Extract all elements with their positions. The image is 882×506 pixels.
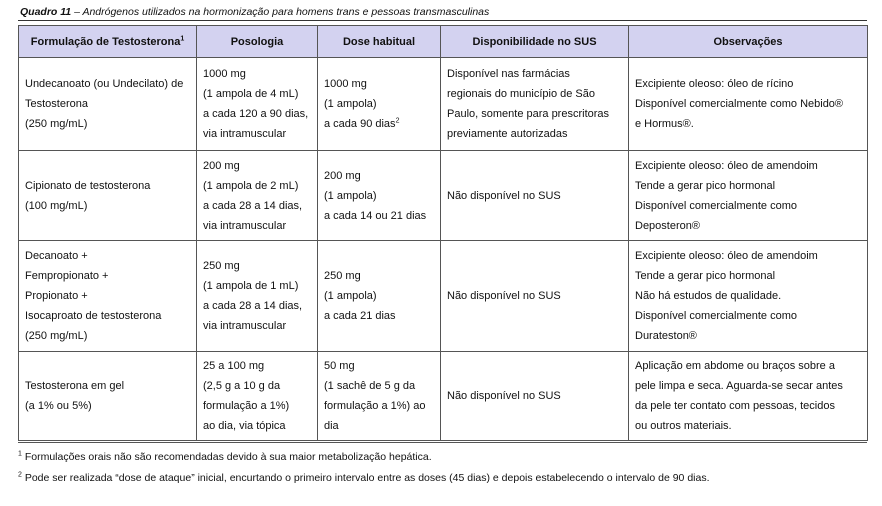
- cell-observacoes-line: Excipiente oleoso: óleo de amendoim: [635, 250, 818, 262]
- footnote-1: [18, 451, 432, 463]
- footnote-2-text: Pode ser realizada “dose de ataque” inicial, encurtando o primeiro intervalo entre as doses (45 dias) e depois estabelecendo o intervalo de 90 dias.: [21, 472, 710, 484]
- cell-observacoes-line: Disponível comercialmente como: [635, 310, 798, 322]
- cell-observacoes-line: Tende a gerar pico hormonal: [635, 179, 776, 192]
- cell-disponibilidade-line: Paulo, somente para prescritoras: [447, 108, 610, 120]
- cell-dose-line: (1 ampola): [324, 98, 377, 110]
- cell-formulacao: [19, 151, 197, 241]
- cell-formulacao-line: (100 mg/mL): [25, 199, 88, 212]
- footnote-1-mark: 1: [18, 450, 22, 458]
- caption-text: – Andrógenos utilizados na hormonização para homens trans e pessoas transmasculinas: [71, 6, 490, 18]
- header-dose: [318, 26, 441, 58]
- cell-formulacao-line: Decanoato +: [25, 250, 88, 262]
- cell-observacoes: [629, 241, 868, 352]
- cell-formulacao-line: (250 mg/mL): [25, 118, 88, 130]
- cell-dose-line: dia: [324, 420, 339, 432]
- cell-dose-line: (1 ampola): [324, 290, 377, 302]
- cell-observacoes-line: ou outros materiais.: [635, 420, 732, 432]
- cell-observacoes-line: Tende a gerar pico hormonal: [635, 270, 776, 282]
- cell-posologia-line: (1 ampola de 1 mL): [203, 280, 299, 292]
- table-header-row: [19, 26, 868, 58]
- cell-disponibilidade-line: Não disponível no SUS: [447, 390, 561, 402]
- cell-dose-line: (1 sachê de 5 g da: [324, 380, 416, 392]
- header-formulacao: [19, 26, 197, 58]
- header-posologia: [197, 26, 318, 58]
- cell-formulacao-line: (a 1% ou 5%): [25, 400, 92, 412]
- header-posologia-text: Posologia: [230, 35, 284, 48]
- cell-disponibilidade-line: regionais do município de São: [447, 88, 595, 100]
- cell-formulacao-line: Cipionato de testosterona: [25, 179, 151, 192]
- cell-posologia-line: (1 ampola de 4 mL): [203, 88, 299, 100]
- cell-dose-line: 1000 mg: [324, 78, 367, 90]
- cell-disponibilidade: [441, 151, 629, 241]
- cell-dose-line: 200 mg: [324, 169, 361, 182]
- cell-formulacao-line: Testosterona em gel: [25, 380, 125, 392]
- cell-posologia-line: 250 mg: [203, 260, 240, 272]
- cell-posologia-line: 200 mg: [203, 159, 240, 172]
- cell-posologia-line: (2,5 g a 10 g da: [203, 380, 281, 392]
- cell-posologia: [197, 352, 318, 441]
- cell-posologia: [197, 241, 318, 352]
- header-dose-text: Dose habitual: [342, 35, 416, 48]
- cell-dose: [318, 58, 441, 151]
- cell-dose: [318, 241, 441, 352]
- cell-posologia-line: via intramuscular: [203, 320, 287, 332]
- cell-observacoes-line: e Hormus®.: [635, 118, 694, 130]
- header-disponibilidade: [441, 26, 629, 58]
- cell-formulacao: [19, 241, 197, 352]
- cell-posologia: [197, 151, 318, 241]
- cell-observacoes-line: Excipiente oleoso: óleo de amendoim: [635, 159, 818, 172]
- cell-posologia-line: a cada 28 a 14 dias,: [203, 199, 303, 212]
- cell-dose-line: formulação a 1%) ao: [324, 400, 426, 412]
- header-observacoes-text: Observações: [713, 35, 783, 48]
- cell-observacoes-line: pele limpa e seca. Aguarda-se secar antes: [635, 380, 843, 392]
- cell-observacoes-line: da pele ter contato com pessoas, tecidos: [635, 400, 835, 412]
- cell-dose-line: a cada 21 dias: [324, 310, 396, 322]
- caption-rule: [18, 20, 867, 21]
- cell-observacoes: [629, 58, 868, 151]
- cell-dose: [318, 151, 441, 241]
- cell-observacoes-line: Excipiente oleoso: óleo de rícino: [635, 78, 794, 90]
- table-body: [19, 58, 868, 441]
- cell-formulacao-line: Isocaproato de testosterona: [25, 310, 162, 322]
- cell-posologia-line: (1 ampola de 2 mL): [203, 179, 299, 192]
- cell-observacoes-line: Aplicação em abdome ou braços sobre a: [635, 360, 835, 372]
- footnote-2: [18, 472, 710, 484]
- cell-disponibilidade: [441, 352, 629, 441]
- cell-dose-line: a cada 14 ou 21 dias: [324, 209, 427, 222]
- cell-formulacao: [19, 58, 197, 151]
- cell-dose-line: 50 mg: [324, 360, 355, 372]
- cell-formulacao-line: Fempropionato +: [25, 270, 109, 282]
- cell-observacoes-line: Não há estudos de qualidade.: [635, 290, 782, 302]
- cell-observacoes-line: Disponível comercialmente como: [635, 199, 798, 212]
- header-observacoes: [629, 26, 868, 58]
- cell-posologia-line: a cada 120 a 90 dias,: [203, 108, 309, 120]
- cell-formulacao-line: Undecanoato (ou Undecilato) de: [25, 78, 184, 90]
- cell-dose-line: 250 mg: [324, 270, 361, 282]
- dose-footnote-mark: 2: [395, 117, 400, 125]
- table-row: [19, 151, 868, 241]
- footnote-2-mark: 2: [18, 471, 22, 479]
- cell-formulacao-line: Testosterona: [25, 98, 88, 110]
- cell-posologia-line: 1000 mg: [203, 68, 246, 80]
- footnote-rule: [18, 442, 867, 443]
- table-row: [19, 352, 868, 441]
- cell-observacoes: [629, 151, 868, 241]
- table-row: [19, 58, 868, 151]
- caption-label: Quadro 11: [20, 6, 72, 18]
- cell-formulacao-line: (250 mg/mL): [25, 330, 88, 342]
- cell-disponibilidade-line: Não disponível no SUS: [447, 189, 561, 202]
- cell-posologia-line: via intramuscular: [203, 128, 287, 140]
- cell-posologia-line: a cada 28 a 14 dias,: [203, 300, 303, 312]
- cell-dose-line: (1 ampola): [324, 189, 377, 202]
- cell-posologia-line: via intramuscular: [203, 219, 287, 232]
- cell-disponibilidade-line: Não disponível no SUS: [447, 290, 561, 302]
- cell-posologia: [197, 58, 318, 151]
- cell-observacoes-line: Deposteron®: [635, 219, 700, 232]
- table-caption: [20, 6, 489, 18]
- header-disponibilidade-text: Disponibilidade no SUS: [472, 35, 597, 48]
- cell-posologia-line: formulação a 1%): [203, 400, 290, 412]
- header-formulacao-text: Formulação de Testosterona: [30, 35, 181, 48]
- cell-observacoes-line: Durateston®: [635, 330, 697, 342]
- androgens-table: [18, 25, 868, 441]
- cell-formulacao: [19, 352, 197, 441]
- cell-observacoes-line: Disponível comercialmente como Nebido®: [635, 98, 844, 110]
- cell-posologia-line: 25 a 100 mg: [203, 360, 265, 372]
- cell-dose-line: [324, 114, 434, 134]
- cell-disponibilidade: [441, 58, 629, 151]
- cell-observacoes: [629, 352, 868, 441]
- cell-disponibilidade-line: previamente autorizadas: [447, 128, 568, 140]
- cell-posologia-line: ao dia, via tópica: [203, 420, 286, 432]
- cell-disponibilidade-line: Disponível nas farmácias: [447, 68, 570, 80]
- cell-dose-line-text: a cada 90 dias: [324, 118, 396, 130]
- table-row: [19, 241, 868, 352]
- cell-formulacao-line: Propionato +: [25, 290, 88, 302]
- footnote-1-text: Formulações orais não são recomendadas devido à sua maior metabolização hepática.: [21, 451, 432, 463]
- header-formulacao-footnote-mark: 1: [180, 34, 185, 42]
- cell-dose: [318, 352, 441, 441]
- cell-disponibilidade: [441, 241, 629, 352]
